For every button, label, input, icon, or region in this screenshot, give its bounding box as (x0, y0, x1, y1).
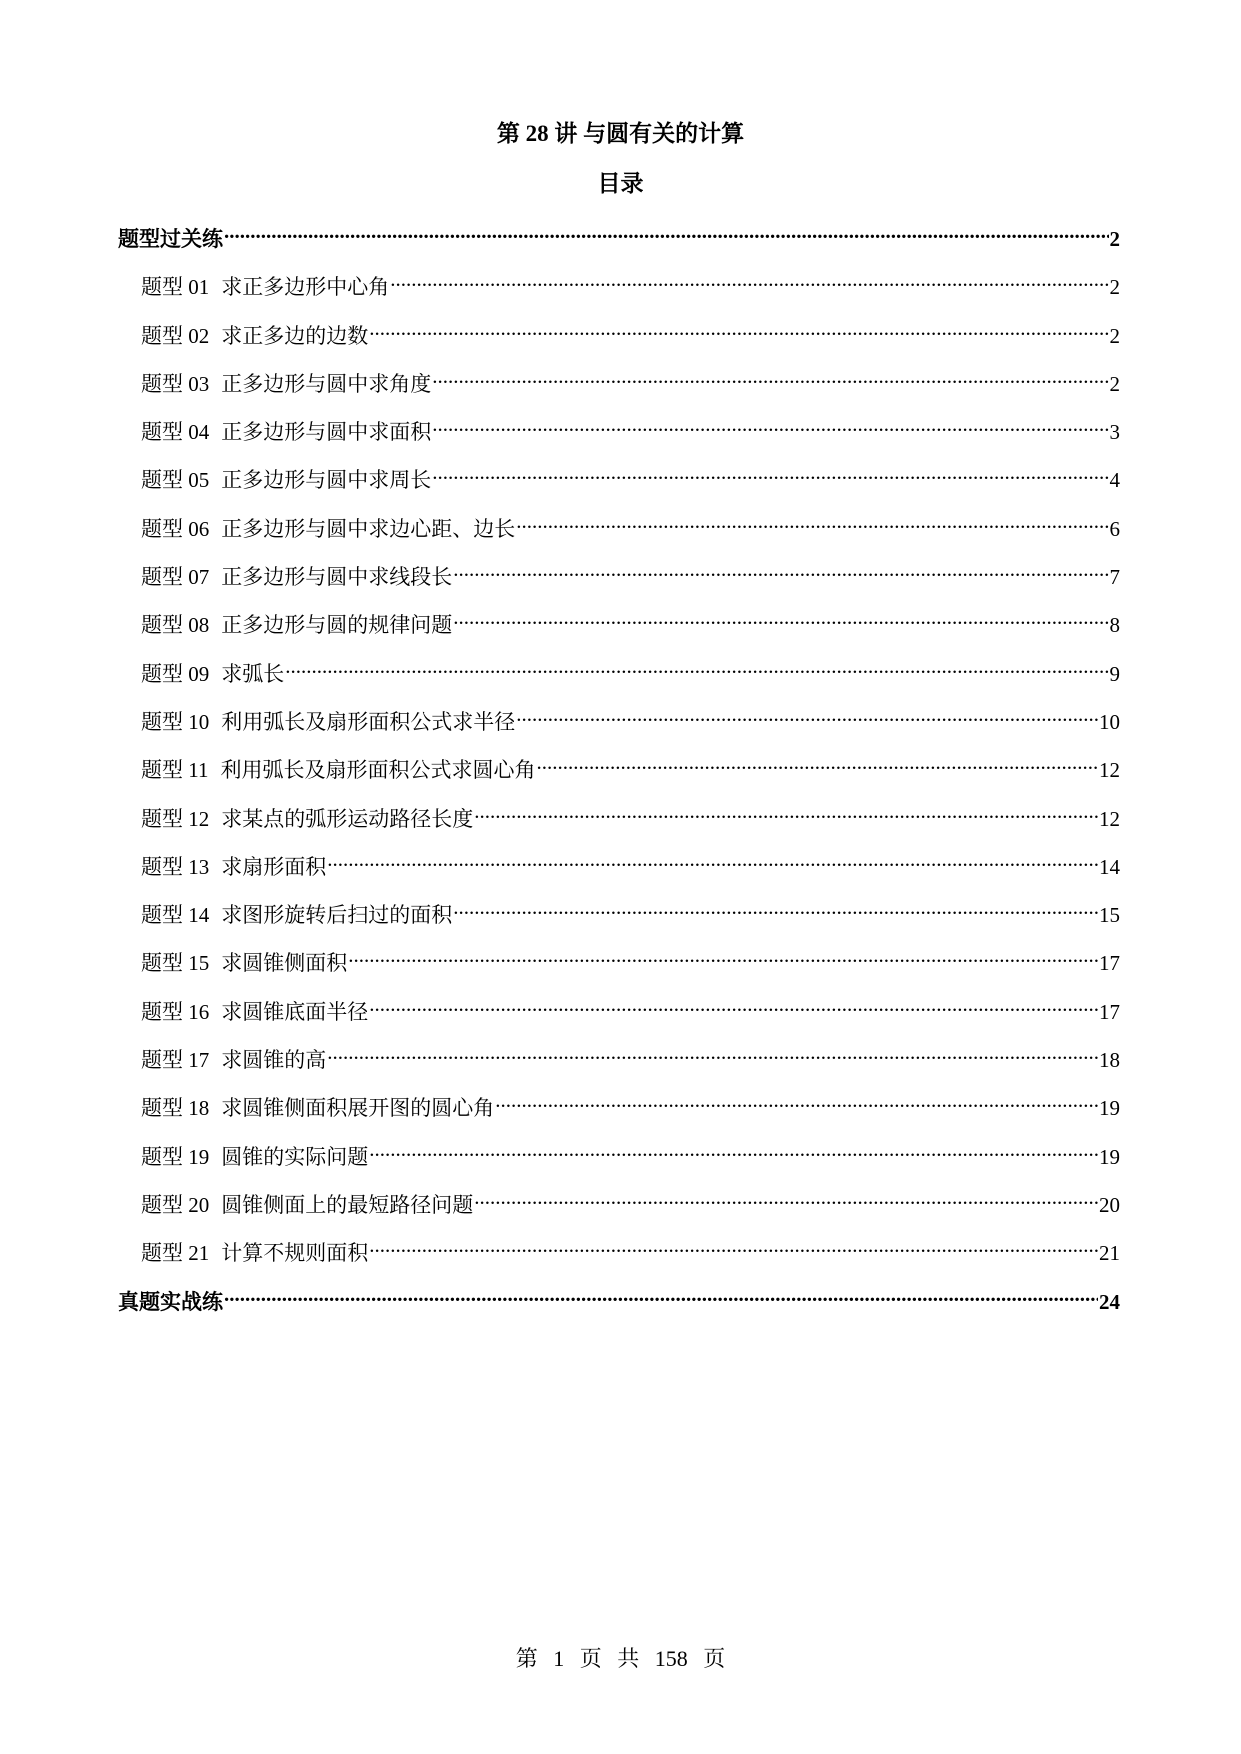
toc-entry[interactable] (118, 699, 1120, 747)
toc-entry-label: 求弧长 (221, 661, 285, 686)
toc-entry-number: 题型 07 (141, 565, 210, 590)
dot-leader (285, 651, 1108, 681)
toc-entry[interactable] (118, 361, 1120, 409)
table-of-contents (118, 216, 1120, 1327)
toc-entry-label: 圆锥的实际问题 (221, 1144, 369, 1169)
toc-entry[interactable] (118, 264, 1120, 312)
dot-leader (474, 796, 1098, 826)
toc-entry-label: 求圆锥的高 (221, 1048, 327, 1073)
toc-entry-label: 求圆锥侧面积展开图的圆心角 (221, 1096, 495, 1121)
toc-entry[interactable] (118, 602, 1120, 650)
toc-entry-page-number: 20 (1099, 1192, 1120, 1217)
dot-leader (224, 1279, 1098, 1309)
dot-leader (390, 264, 1108, 294)
dot-leader (369, 313, 1108, 343)
toc-entry-page-number: 17 (1099, 999, 1120, 1024)
dot-leader (453, 892, 1098, 922)
dot-leader (536, 747, 1098, 777)
toc-entry-number: 题型 13 (141, 854, 210, 879)
toc-entry[interactable] (118, 506, 1120, 554)
toc-entry[interactable] (118, 1182, 1120, 1230)
toc-entry-page-number: 2 (1109, 323, 1120, 348)
toc-entry-page-number: 2 (1109, 227, 1120, 251)
dot-leader (327, 844, 1098, 874)
toc-entry[interactable] (118, 892, 1120, 940)
dot-leader (516, 506, 1108, 536)
toc-entry-number: 题型 12 (141, 806, 210, 831)
toc-entry-number: 题型 01 (141, 275, 210, 300)
toc-entry-page-number: 19 (1099, 1144, 1120, 1169)
dot-leader (369, 1134, 1098, 1164)
toc-entry[interactable] (118, 1230, 1120, 1278)
toc-entry[interactable] (118, 1085, 1120, 1133)
toc-entry-page-number: 14 (1099, 854, 1120, 879)
toc-entry-label: 求某点的弧形运动路径长度 (221, 806, 474, 831)
toc-entry-number: 题型 08 (141, 613, 210, 638)
toc-entry-page-number: 18 (1099, 1048, 1120, 1073)
toc-entry-page-number: 3 (1109, 420, 1120, 445)
toc-entry-number: 题型 10 (141, 709, 210, 734)
toc-entry-number: 题型 06 (141, 516, 210, 541)
toc-entry-label: 利用弧长及扇形面积公式求圆心角 (220, 758, 536, 783)
toc-entry-page-number: 19 (1099, 1096, 1120, 1121)
toc-entry-number: 题型 18 (141, 1096, 210, 1121)
toc-entry-label: 求正多边的边数 (221, 323, 369, 348)
toc-entry-label: 求正多边形中心角 (221, 275, 390, 300)
toc-entry-number: 题型 21 (141, 1241, 210, 1266)
toc-entry-page-number: 6 (1109, 516, 1120, 541)
toc-entry-page-number: 4 (1109, 468, 1120, 493)
toc-entry-page-number: 8 (1109, 613, 1120, 638)
toc-entry[interactable] (118, 1134, 1120, 1182)
toc-entry[interactable] (118, 651, 1120, 699)
toc-entry-label: 求圆锥底面半径 (221, 999, 369, 1024)
toc-entry-number: 题型 05 (141, 468, 210, 493)
toc-entry-page-number: 7 (1109, 565, 1120, 590)
dot-leader (453, 602, 1108, 632)
toc-entry-number: 题型 15 (141, 951, 210, 976)
toc-section-entry[interactable] (118, 216, 1120, 264)
toc-entry-label: 利用弧长及扇形面积公式求半径 (221, 709, 516, 734)
dot-leader (453, 554, 1108, 584)
toc-entry-label: 正多边形与圆中求周长 (221, 468, 432, 493)
toc-entry-page-number: 12 (1099, 758, 1120, 783)
dot-leader (369, 1230, 1098, 1260)
dot-leader (432, 409, 1108, 439)
toc-entry-number: 题型 11 (141, 758, 209, 783)
dot-leader (432, 361, 1108, 391)
dot-leader (432, 457, 1108, 487)
toc-entry-label: 正多边形与圆中求线段长 (221, 565, 453, 590)
dot-leader (516, 699, 1098, 729)
toc-entry[interactable] (118, 554, 1120, 602)
toc-entry-number: 题型 20 (141, 1192, 210, 1217)
toc-entry-label: 正多边形与圆中求边心距、边长 (221, 516, 516, 541)
dot-leader (369, 989, 1098, 1019)
toc-entry-label: 计算不规则面积 (221, 1241, 369, 1266)
toc-entry[interactable] (118, 940, 1120, 988)
toc-entry-label: 正多边形与圆的规律问题 (221, 613, 453, 638)
toc-entry[interactable] (118, 1037, 1120, 1085)
dot-leader (348, 940, 1098, 970)
dot-leader (495, 1085, 1098, 1115)
toc-entry-number: 题型 09 (141, 661, 210, 686)
toc-entry-page-number: 21 (1099, 1241, 1120, 1266)
toc-entry-label: 求扇形面积 (221, 854, 327, 879)
toc-entry[interactable] (118, 844, 1120, 892)
toc-entry[interactable] (118, 796, 1120, 844)
toc-entry-page-number: 10 (1099, 709, 1120, 734)
dot-leader (474, 1182, 1098, 1212)
toc-entry-page-number: 2 (1109, 275, 1120, 300)
toc-entry-number: 题型 19 (141, 1144, 210, 1169)
toc-entry-number: 题型 14 (141, 903, 210, 928)
page-footer: 第 1 页 共 158 页 (515, 1646, 726, 1671)
toc-entry-number: 题型 03 (141, 371, 210, 396)
toc-entry-label: 圆锥侧面上的最短路径问题 (221, 1192, 474, 1217)
toc-entry-page-number: 15 (1099, 903, 1120, 928)
toc-entry-page-number: 12 (1099, 806, 1120, 831)
toc-entry[interactable] (118, 313, 1120, 361)
toc-section-entry[interactable] (118, 1279, 1120, 1327)
toc-heading: 目录 (597, 171, 644, 196)
toc-entry-label: 正多边形与圆中求面积 (221, 420, 432, 445)
toc-entry-label: 真题实战练 (118, 1289, 223, 1314)
toc-entry-label: 求圆锥侧面积 (221, 951, 348, 976)
toc-entry-page-number: 9 (1109, 661, 1120, 686)
toc-entry[interactable] (118, 989, 1120, 1037)
toc-entry-number: 题型 16 (141, 999, 210, 1024)
toc-entry-page-number: 24 (1099, 1289, 1120, 1314)
toc-entry[interactable] (118, 409, 1120, 457)
toc-entry[interactable] (118, 457, 1120, 505)
toc-entry[interactable] (118, 747, 1120, 795)
toc-entry-label: 题型过关练 (118, 227, 223, 251)
toc-entry-page-number: 17 (1099, 951, 1120, 976)
toc-entry-number: 题型 04 (141, 420, 210, 445)
dot-leader (224, 216, 1109, 246)
toc-entry-page-number: 2 (1109, 371, 1120, 396)
page-title: 第 28 讲 与圆有关的计算 (496, 121, 745, 146)
toc-entry-number: 题型 02 (141, 323, 210, 348)
toc-entry-label: 求图形旋转后扫过的面积 (221, 903, 453, 928)
toc-entry-label: 正多边形与圆中求角度 (221, 371, 432, 396)
dot-leader (327, 1037, 1098, 1067)
toc-entry-number: 题型 17 (141, 1048, 210, 1073)
